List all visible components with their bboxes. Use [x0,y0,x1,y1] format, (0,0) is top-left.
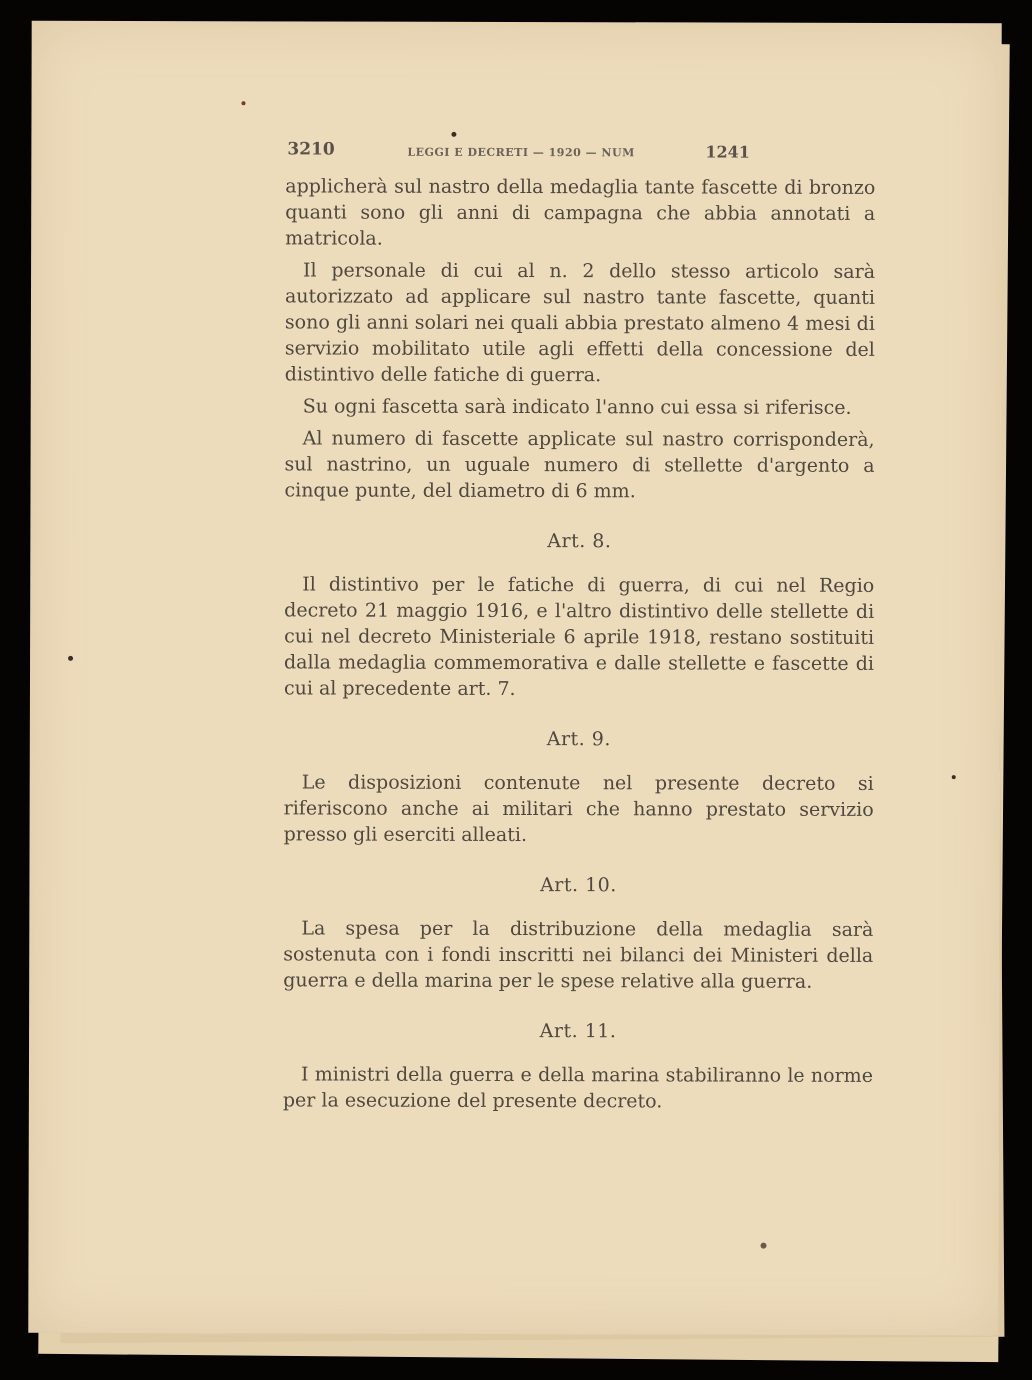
paper-speck [952,775,956,779]
running-title: LEGGI E DECRETI — 1920 — NUM [407,145,635,160]
paper-speck [68,656,73,661]
article-heading: Art. 10. [540,874,617,897]
document-body [283,173,875,1121]
document-page [28,21,1001,1336]
page-header [287,139,807,170]
paper-speck [451,132,456,137]
article-heading: Art. 8. [547,530,612,553]
article-heading: Art. 11. [539,1020,617,1043]
intro-paragraph: Al numero di fascette applicate sul nastro corrisponderà, sul nastrino, un uguale numero di stellette d'argento a cinque punte, del diametro di 6 mm. [284,427,875,503]
intro-paragraph: applicherà sul nastro della medaglia tante fascette di bronzo quanti sono gli anni di campagna che abbia annotati a matricola. [285,175,876,250]
article-heading: Art. 9. [546,728,611,751]
article-text: Il distintivo per le fatiche di guerra, di cui nel Regio decreto 21 maggio 1916, e l'altro distintivo delle stellette di cui nel decreto Ministeriale 6 aprile 1918, restano sostituiti dalla medaglia commemorativa e dalle stellette e fascette di cui al precedente art. 7. [283,573,875,701]
page-number: 3210 [287,139,335,160]
intro-paragraph: Il personale di cui al n. 2 dello stesso articolo sarà autorizzato ad applicare sul nastro tante fascette, quanti sono gli anni solari nei quali abbia prestato almeno 4 mesi di servizio mobilitato utile agli effetti della concessione del distintivo delle fatiche di guerra. [284,259,876,387]
paper-speck [761,1243,767,1249]
article-text: La spesa per la distribuzione della medaglia sarà sostenuta con i fondi inscritti nei bilanci dei Ministeri della guerra e della marina per le spese relative alla guerra. [283,917,874,993]
intro-paragraph: Su ogni fascetta sarà indicato l'anno cui essa si riferisce. [302,395,852,419]
paper-speck [241,101,245,105]
article-text: Le disposizioni contenute nel presente decreto si riferiscono anche ai militari che hanno prestato servizio presso gli eserciti alleati. [283,771,874,847]
issue-number: 1241 [705,142,750,162]
article-text: I ministri della guerra e della marina stabiliranno le norme per la esecuzione del presente decreto. [282,1063,873,1113]
